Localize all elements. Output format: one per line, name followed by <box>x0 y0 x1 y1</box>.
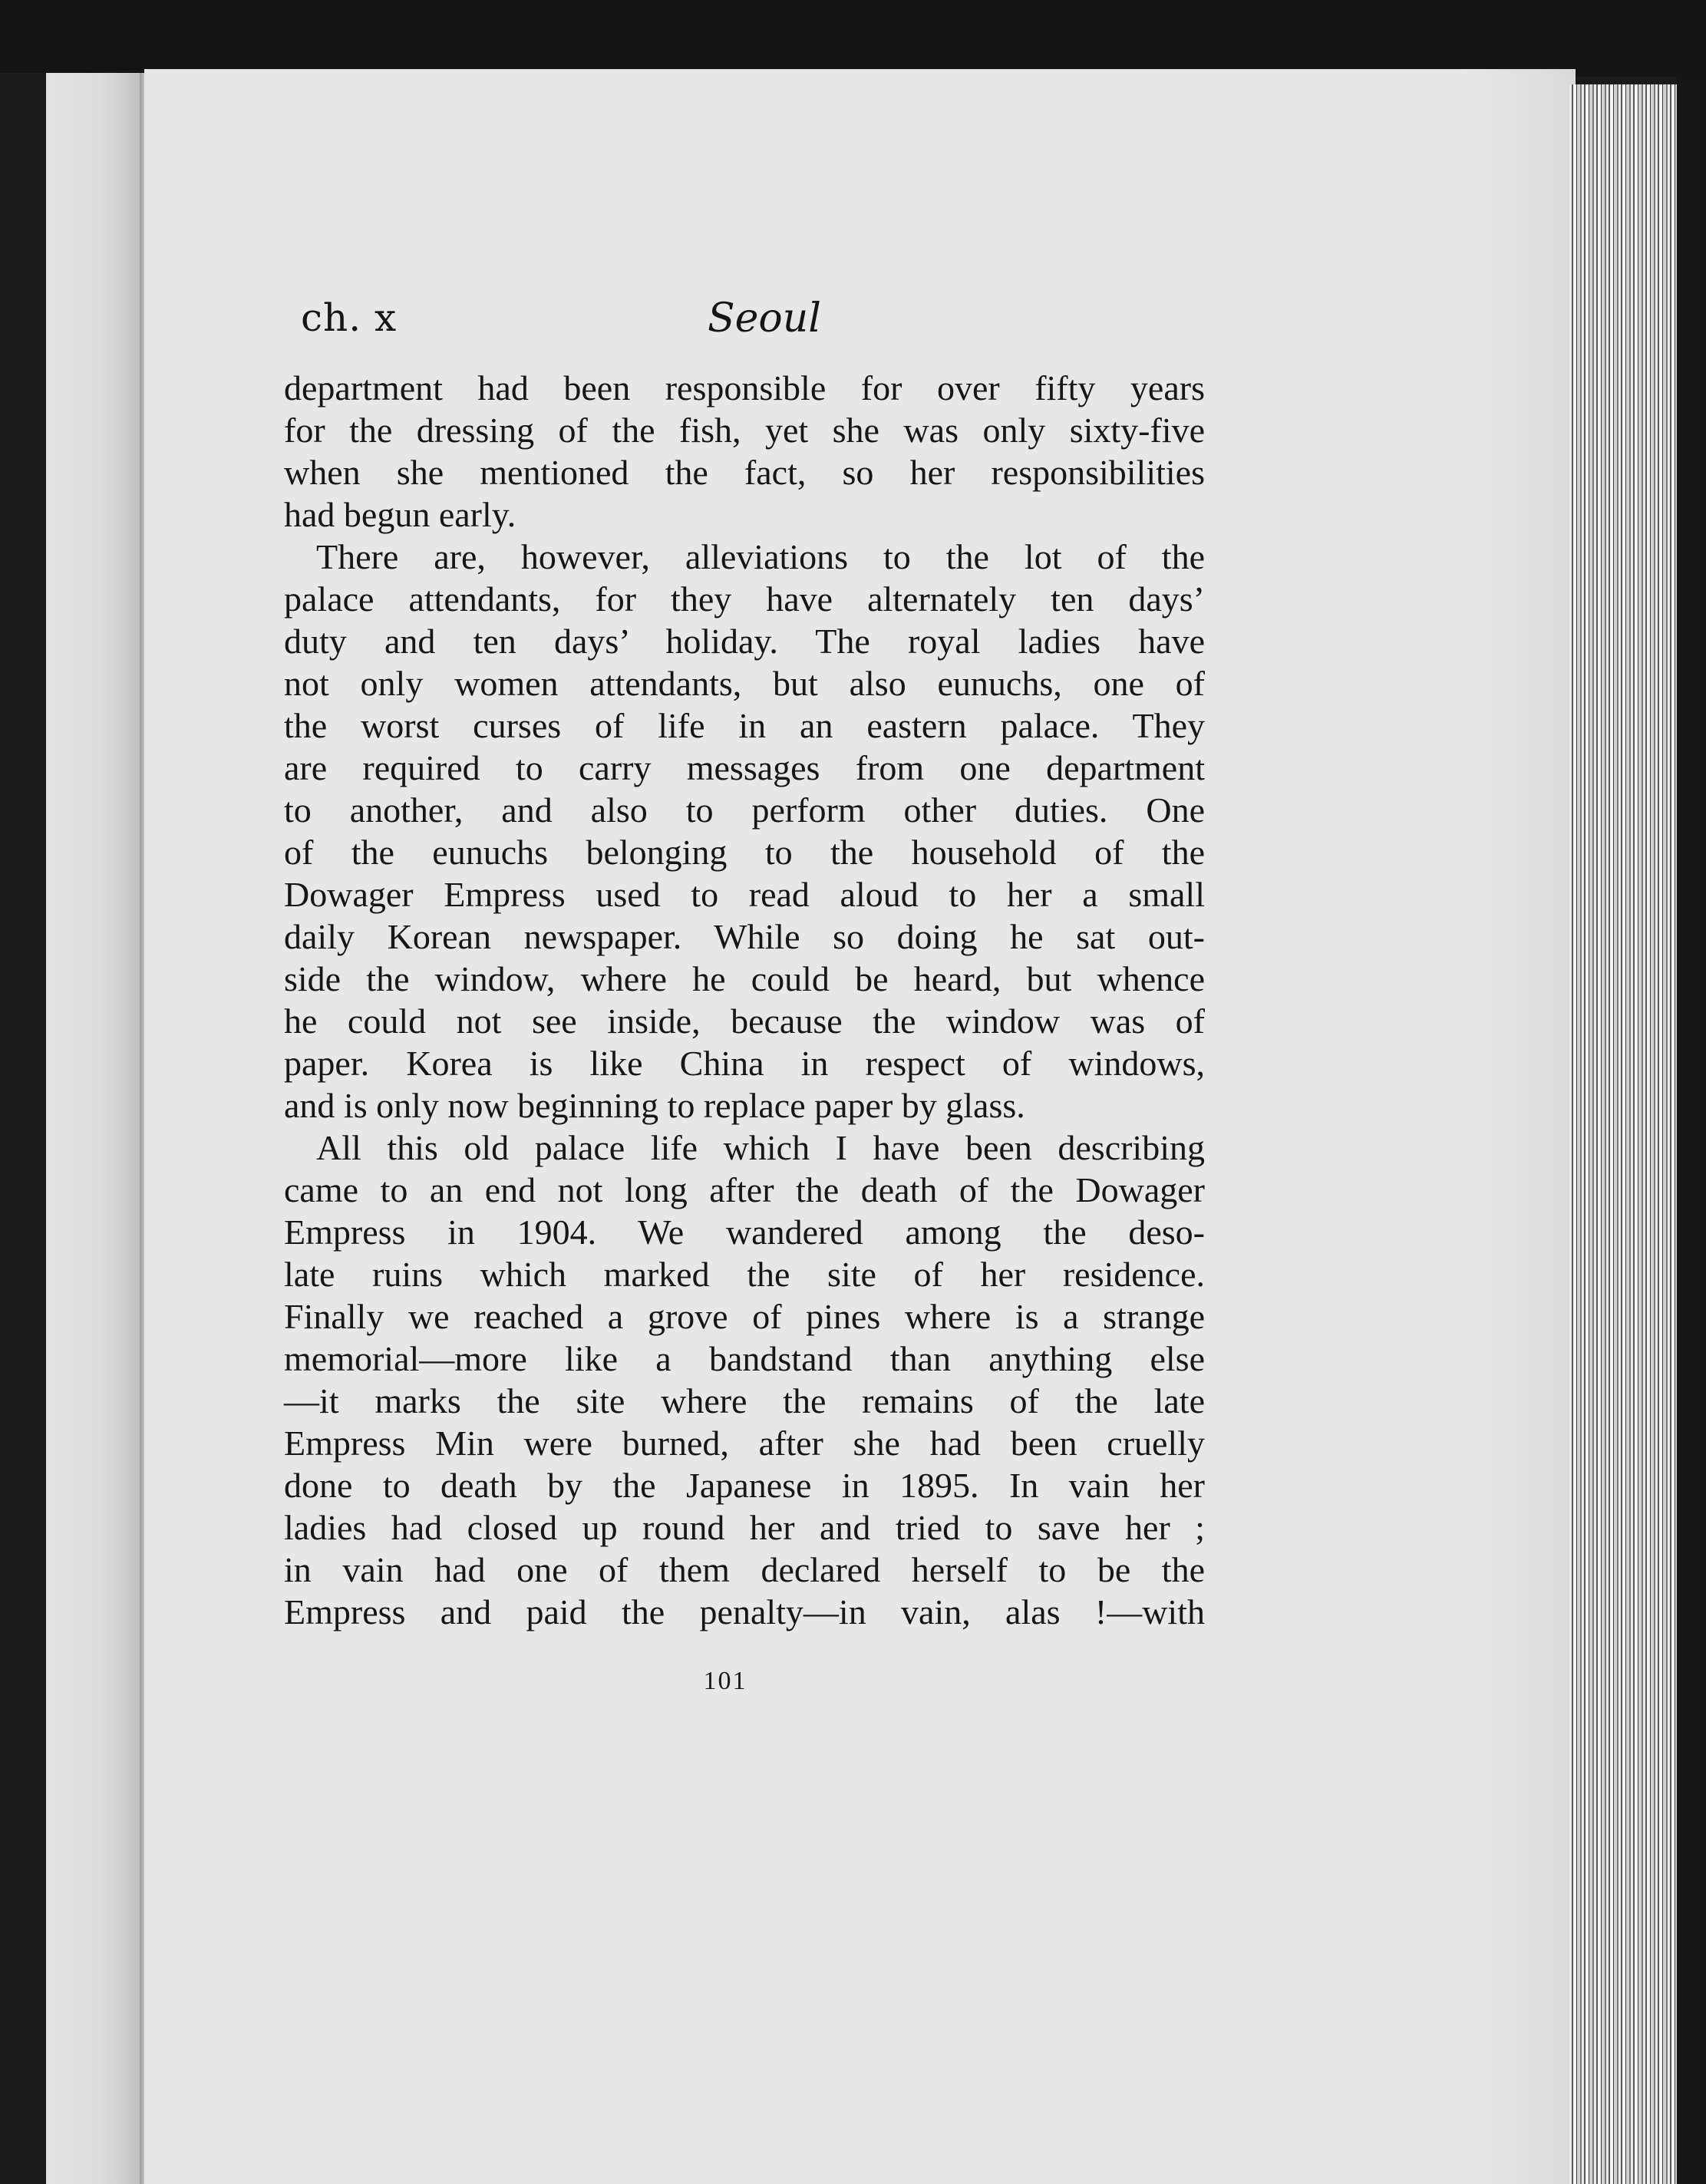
text-line: side the window, where he could be heard, but whence <box>284 959 1205 998</box>
text-line: Empress Min were burned, after she had been cruelly <box>284 1424 1205 1463</box>
text-line: memorial—more like a bandstand than anything else <box>284 1339 1205 1378</box>
text-line: had begun early. <box>284 495 516 534</box>
scan-left-border <box>0 73 46 2184</box>
text-line: Empress in 1904. We wandered among the deso- <box>284 1212 1205 1252</box>
scan-right-border <box>1677 77 1706 2184</box>
text-line: Dowager Empress used to read aloud to her a small <box>284 875 1205 914</box>
text-line: daily Korean newspaper. While so doing he sat out- <box>284 917 1205 956</box>
page-number: 101 <box>703 1667 747 1695</box>
text-line: are required to carry messages from one department <box>284 748 1205 787</box>
text-line: There are, however, alleviations to the lot of the <box>316 537 1205 576</box>
text-line: when she mentioned the fact, so her responsibilities <box>284 453 1205 492</box>
text-line: and is only now beginning to replace paper by glass. <box>284 1086 1025 1125</box>
text-line: in vain had one of them declared herself to be the <box>284 1550 1205 1589</box>
page-shadow <box>1458 69 1576 2184</box>
text-line: palace attendants, for they have alternately ten days’ <box>284 579 1205 619</box>
page-body <box>284 367 1205 1633</box>
text-line: department had been responsible for over fifty years <box>284 368 1205 407</box>
chapter-number: ch. x <box>301 295 398 340</box>
text-line: —it marks the site where the remains of the late <box>284 1381 1205 1420</box>
text-line: Finally we reached a grove of pines where is a strange <box>284 1297 1205 1336</box>
text-line: not only women attendants, but also eunuchs, one of <box>284 664 1205 703</box>
text-line: All this old palace life which I have been describing <box>316 1128 1205 1167</box>
text-line: ladies had closed up round her and tried to save her ; <box>284 1508 1205 1547</box>
text-line: paper. Korea is like China in respect of windows, <box>284 1044 1205 1083</box>
text-line: to another, and also to perform other duties. One <box>284 790 1205 830</box>
text-line: of the eunuchs belonging to the household of the <box>284 833 1205 872</box>
text-line: duty and ten days’ holiday. The royal ladies have <box>284 622 1205 661</box>
text-line: he could not see inside, because the window was of <box>284 1001 1205 1041</box>
text-line: came to an end not long after the death of the Dowager <box>284 1170 1205 1209</box>
running-head <box>301 295 1206 365</box>
text-line: the worst curses of life in an eastern palace. They <box>284 706 1205 745</box>
running-title: Seoul <box>708 295 821 341</box>
text-line: late ruins which marked the site of her residence. <box>284 1255 1205 1294</box>
page-fore-edge <box>1569 84 1677 2184</box>
text-line: done to death by the Japanese in 1895. In vain her <box>284 1466 1205 1505</box>
facing-page-edge <box>46 73 142 2184</box>
text-line: for the dressing of the fish, yet she was only sixty-five <box>284 411 1205 450</box>
scan-top-border <box>0 0 1706 77</box>
text-line: Empress and paid the penalty—in vain, alas !—with <box>284 1592 1205 1631</box>
